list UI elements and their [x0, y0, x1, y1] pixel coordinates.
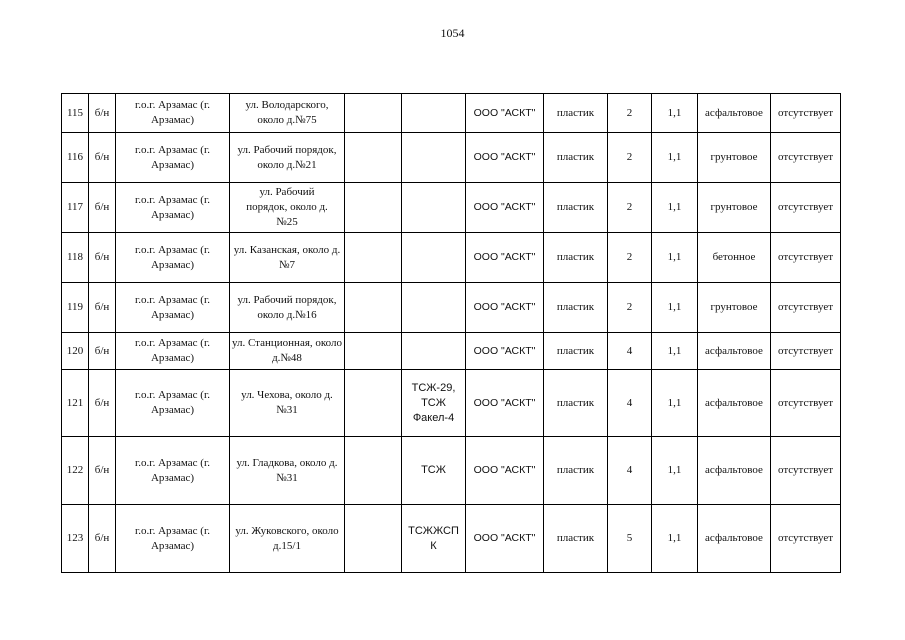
fence-cell: отсутствует: [771, 233, 841, 283]
surface-cell: асфальтовое: [698, 333, 771, 370]
row-number: 117: [62, 183, 89, 233]
material-cell: пластик: [544, 94, 608, 133]
fence-cell: отсутствует: [771, 333, 841, 370]
management-cell: [402, 94, 466, 133]
operator-cell: ООО "АСКТ": [466, 370, 544, 437]
table-row: [62, 94, 841, 133]
row-number: 123: [62, 505, 89, 573]
blank-cell: [345, 505, 402, 573]
registry-code: б/н: [89, 133, 116, 183]
management-cell: [402, 233, 466, 283]
volume-cell: 1,1: [652, 94, 698, 133]
container-count-cell: 2: [608, 233, 652, 283]
table-row: [62, 505, 841, 573]
operator-cell: ООО "АСКТ": [466, 505, 544, 573]
volume-cell: 1,1: [652, 505, 698, 573]
table-row: [62, 437, 841, 505]
table-row: [62, 370, 841, 437]
blank-cell: [345, 183, 402, 233]
container-count-cell: 5: [608, 505, 652, 573]
address-cell: ул. Рабочий порядок, около д.№16: [230, 283, 345, 333]
volume-cell: 1,1: [652, 333, 698, 370]
municipality-cell: г.о.г. Арзамас (г. Арзамас): [116, 283, 230, 333]
registry-code: б/н: [89, 437, 116, 505]
container-count-cell: 4: [608, 370, 652, 437]
table-row: [62, 133, 841, 183]
material-cell: пластик: [544, 283, 608, 333]
volume-cell: 1,1: [652, 283, 698, 333]
address-cell: ул. Володарского, около д.№75: [230, 94, 345, 133]
container-count-cell: 2: [608, 94, 652, 133]
fence-cell: отсутствует: [771, 133, 841, 183]
management-cell: [402, 333, 466, 370]
material-cell: пластик: [544, 505, 608, 573]
municipality-cell: г.о.г. Арзамас (г. Арзамас): [116, 183, 230, 233]
blank-cell: [345, 283, 402, 333]
municipality-cell: г.о.г. Арзамас (г. Арзамас): [116, 94, 230, 133]
container-count-cell: 2: [608, 183, 652, 233]
table-row: [62, 333, 841, 370]
material-cell: пластик: [544, 133, 608, 183]
blank-cell: [345, 94, 402, 133]
material-cell: пластик: [544, 233, 608, 283]
row-number: 118: [62, 233, 89, 283]
fence-cell: отсутствует: [771, 370, 841, 437]
fence-cell: отсутствует: [771, 94, 841, 133]
row-number: 120: [62, 333, 89, 370]
row-number: 122: [62, 437, 89, 505]
registry-code: б/н: [89, 505, 116, 573]
address-cell: ул. Станционная, около д.№48: [230, 333, 345, 370]
container-site-registry-table: [61, 93, 841, 573]
operator-cell: ООО "АСКТ": [466, 283, 544, 333]
surface-cell: бетонное: [698, 233, 771, 283]
operator-cell: ООО "АСКТ": [466, 183, 544, 233]
registry-code: б/н: [89, 94, 116, 133]
registry-code: б/н: [89, 370, 116, 437]
container-count-cell: 4: [608, 437, 652, 505]
container-count-cell: 2: [608, 283, 652, 333]
blank-cell: [345, 233, 402, 283]
registry-code: б/н: [89, 333, 116, 370]
management-cell: [402, 183, 466, 233]
surface-cell: асфальтовое: [698, 437, 771, 505]
management-cell: [402, 133, 466, 183]
surface-cell: асфальтовое: [698, 370, 771, 437]
municipality-cell: г.о.г. Арзамас (г. Арзамас): [116, 437, 230, 505]
fence-cell: отсутствует: [771, 283, 841, 333]
volume-cell: 1,1: [652, 370, 698, 437]
operator-cell: ООО "АСКТ": [466, 94, 544, 133]
management-cell: ТСЖ: [402, 437, 466, 505]
table-row: [62, 283, 841, 333]
table-row: [62, 183, 841, 233]
registry-code: б/н: [89, 283, 116, 333]
operator-cell: ООО "АСКТ": [466, 333, 544, 370]
row-number: 121: [62, 370, 89, 437]
volume-cell: 1,1: [652, 437, 698, 505]
volume-cell: 1,1: [652, 233, 698, 283]
registry-code: б/н: [89, 233, 116, 283]
blank-cell: [345, 333, 402, 370]
operator-cell: ООО "АСКТ": [466, 133, 544, 183]
container-count-cell: 4: [608, 333, 652, 370]
municipality-cell: г.о.г. Арзамас (г. Арзамас): [116, 370, 230, 437]
management-cell: ТСЖЖСПК: [402, 505, 466, 573]
municipality-cell: г.о.г. Арзамас (г. Арзамас): [116, 233, 230, 283]
row-number: 115: [62, 94, 89, 133]
blank-cell: [345, 437, 402, 505]
table-row: [62, 233, 841, 283]
address-cell: ул. Жуковского, около д.15/1: [230, 505, 345, 573]
container-count-cell: 2: [608, 133, 652, 183]
address-cell: ул. Чехова, около д.№31: [230, 370, 345, 437]
operator-cell: ООО "АСКТ": [466, 437, 544, 505]
registry-code: б/н: [89, 183, 116, 233]
operator-cell: ООО "АСКТ": [466, 233, 544, 283]
management-cell: [402, 283, 466, 333]
blank-cell: [345, 133, 402, 183]
surface-cell: грунтовое: [698, 133, 771, 183]
surface-cell: грунтовое: [698, 283, 771, 333]
address-cell: ул. Рабочий порядок, около д.№25: [230, 183, 345, 233]
fence-cell: отсутствует: [771, 437, 841, 505]
fence-cell: отсутствует: [771, 183, 841, 233]
row-number: 116: [62, 133, 89, 183]
page-number: 1054: [440, 26, 465, 40]
surface-cell: грунтовое: [698, 183, 771, 233]
blank-cell: [345, 370, 402, 437]
volume-cell: 1,1: [652, 183, 698, 233]
management-cell: ТСЖ-29, ТСЖ Факел-4: [402, 370, 466, 437]
fence-cell: отсутствует: [771, 505, 841, 573]
municipality-cell: г.о.г. Арзамас (г. Арзамас): [116, 333, 230, 370]
material-cell: пластик: [544, 333, 608, 370]
address-cell: ул. Гладкова, около д.№31: [230, 437, 345, 505]
material-cell: пластик: [544, 437, 608, 505]
material-cell: пластик: [544, 370, 608, 437]
volume-cell: 1,1: [652, 133, 698, 183]
row-number: 119: [62, 283, 89, 333]
material-cell: пластик: [544, 183, 608, 233]
address-cell: ул. Казанская, около д.№7: [230, 233, 345, 283]
surface-cell: асфальтовое: [698, 94, 771, 133]
surface-cell: асфальтовое: [698, 505, 771, 573]
municipality-cell: г.о.г. Арзамас (г. Арзамас): [116, 133, 230, 183]
municipality-cell: г.о.г. Арзамас (г. Арзамас): [116, 505, 230, 573]
address-cell: ул. Рабочий порядок, около д.№21: [230, 133, 345, 183]
